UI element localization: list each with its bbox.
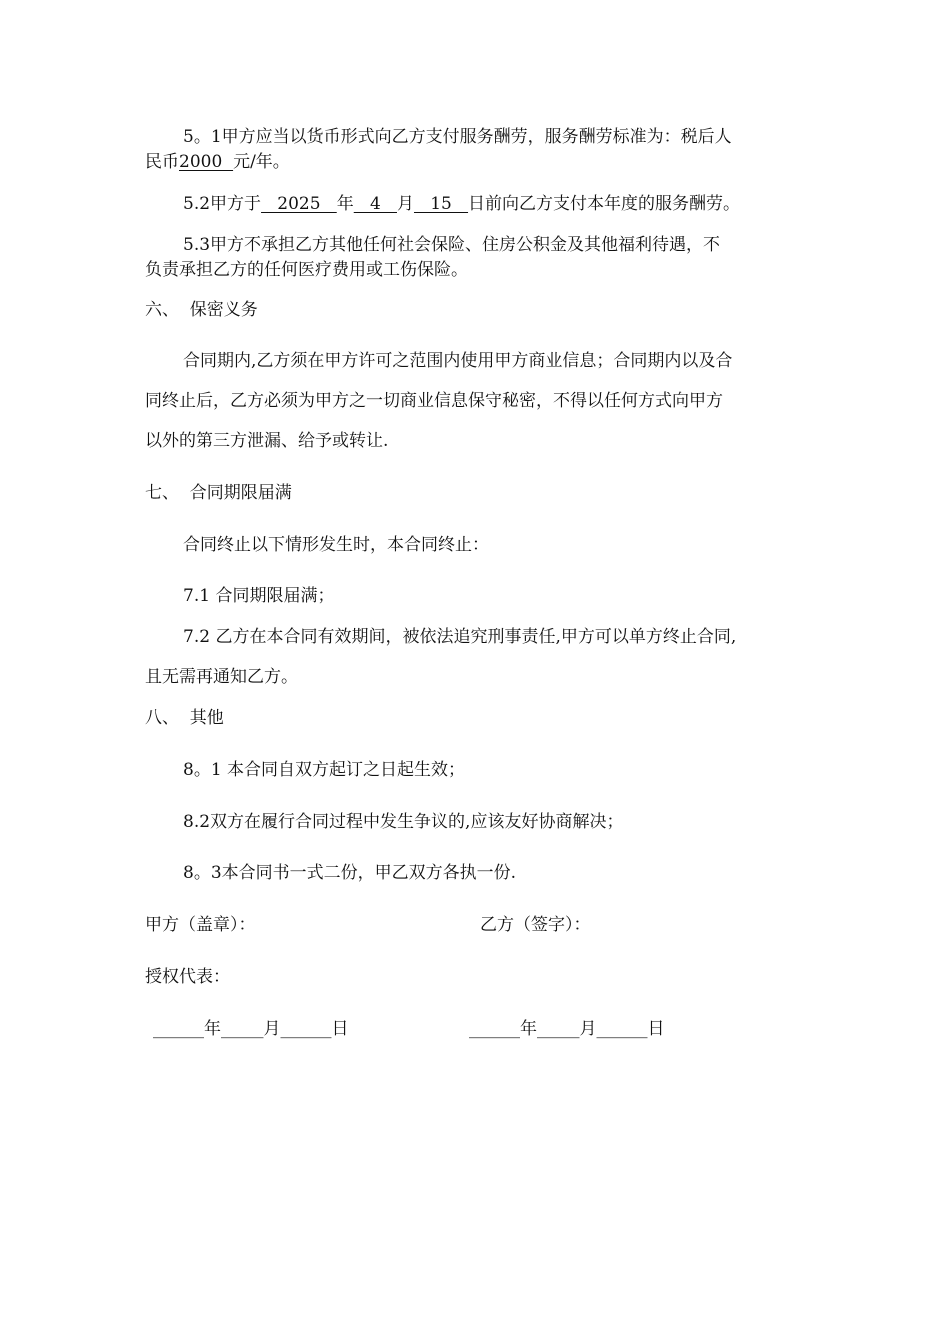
clause-7-1: 7.1 合同期限届满；	[183, 586, 335, 606]
clause-7-2-line2: 且无需再通知乙方。	[145, 667, 298, 687]
day-field: 15	[413, 194, 469, 214]
section-7-heading: 七、 合同期限届满	[145, 483, 292, 503]
text: 元/年。	[233, 152, 290, 172]
party-b-label: 乙方（签字）：	[480, 915, 591, 935]
amount-field: 2000	[179, 152, 234, 172]
party-a-label: 甲方（盖章）：	[145, 915, 256, 935]
clause-8-3: 8。3本合同书一式二份，甲乙双方各执一份.	[183, 863, 517, 883]
section-6-line3: 以外的第三方泄漏、给予或转让.	[145, 431, 389, 451]
authorized-representative-label: 授权代表：	[145, 967, 230, 987]
text: 月	[396, 194, 414, 214]
clause-8-2: 8.2双方在履行合同过程中发生争议的,应该友好协商解决；	[183, 812, 624, 832]
month-field: 4	[353, 194, 397, 214]
text: 民币	[145, 152, 179, 172]
section-6-line2: 同终止后，乙方必须为甲方之一切商业信息保守秘密，不得以任何方式向甲方	[145, 391, 723, 411]
clause-5-3-line1: 5.3甲方不承担乙方其他任何社会保险、住房公积金及其他福利待遇，不	[183, 235, 721, 255]
text: 年	[336, 194, 354, 214]
date-line-party-b: ______年_____月______日	[469, 1019, 665, 1039]
text: 5.2甲方于	[183, 194, 262, 214]
clause-5-1-line1: 5。1甲方应当以货币形式向乙方支付服务酬劳，服务酬劳标准为：税后人	[183, 127, 732, 147]
clause-5-1-line2	[145, 150, 290, 174]
clause-5-2	[183, 192, 740, 216]
section-7-intro: 合同终止以下情形发生时，本合同终止：	[183, 535, 489, 555]
clause-8-1: 8。1 本合同自双方起订之日起生效；	[183, 760, 466, 780]
date-line-party-a: ______年_____月______日	[153, 1019, 349, 1039]
clause-5-3-line2: 负责承担乙方的任何医疗费用或工伤保险。	[145, 260, 468, 280]
text: 日前向乙方支付本年度的服务酬劳。	[468, 194, 741, 214]
clause-7-2-line1: 7.2 乙方在本合同有效期间，被依法追究刑事责任,甲方可以单方终止合同,	[183, 627, 737, 647]
section-8-heading: 八、 其他	[145, 708, 224, 728]
year-field: 2025	[261, 194, 337, 214]
section-6-heading: 六、 保密义务	[145, 300, 258, 320]
section-6-line1: 合同期内,乙方须在甲方许可之范围内使用甲方商业信息；合同期内以及合	[183, 351, 733, 371]
